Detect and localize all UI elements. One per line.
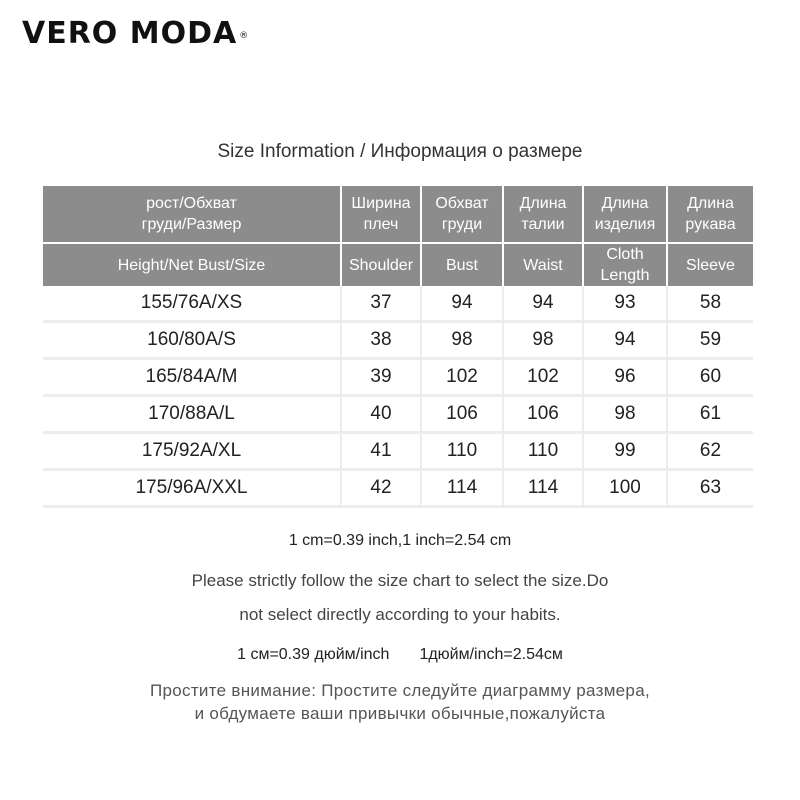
header-en-col-2: Bust xyxy=(421,243,503,286)
header-en-col-5: Sleeve xyxy=(667,243,753,286)
header-en-col-4: Cloth Length xyxy=(583,243,667,286)
measurement-cell: 38 xyxy=(341,322,421,359)
table-header-row-ru xyxy=(43,186,753,243)
conversion-ru-cm: 1 см=0.39 дюйм/inch xyxy=(237,646,390,663)
header-ru-col-0: рост/Обхват груди/Размер xyxy=(43,186,341,243)
size-table-container xyxy=(43,186,753,508)
table-row xyxy=(43,286,753,322)
size-table xyxy=(43,186,753,508)
measurement-cell: 39 xyxy=(341,359,421,396)
brand-logo xyxy=(22,14,249,54)
measurement-cell: 58 xyxy=(667,286,753,322)
measurement-cell: 102 xyxy=(421,359,503,396)
measurement-cell: 102 xyxy=(503,359,583,396)
table-row xyxy=(43,470,753,507)
table-row xyxy=(43,359,753,396)
measurement-cell: 110 xyxy=(421,433,503,470)
size-cell: 160/80A/S xyxy=(43,322,341,359)
table-body xyxy=(43,286,753,507)
table-row xyxy=(43,396,753,433)
measurement-cell: 114 xyxy=(421,470,503,507)
measurement-cell: 93 xyxy=(583,286,667,322)
advice-ru-line-2: и обдумаете ваши привычки обычные,пожалуйста xyxy=(194,704,606,723)
measurement-cell: 94 xyxy=(583,322,667,359)
advice-en-line-1: Please strictly follow the size chart to select the size.Do xyxy=(191,571,609,590)
measurement-cell: 98 xyxy=(421,322,503,359)
registered-mark: ® xyxy=(239,31,250,41)
measurement-cell: 98 xyxy=(503,322,583,359)
measurement-cell: 114 xyxy=(503,470,583,507)
size-cell: 175/92A/XL xyxy=(43,433,341,470)
measurement-cell: 94 xyxy=(503,286,583,322)
table-row xyxy=(43,433,753,470)
brand-name: VERO MODA xyxy=(22,16,238,51)
measurement-cell: 96 xyxy=(583,359,667,396)
header-ru-col-5: Длина рукава xyxy=(667,186,753,243)
conversion-note-en: 1 cm=0.39 inch,1 inch=2.54 cm xyxy=(288,532,512,549)
measurement-cell: 98 xyxy=(583,396,667,433)
size-cell: 155/76A/XS xyxy=(43,286,341,322)
size-cell: 175/96A/XXL xyxy=(43,470,341,507)
header-ru-col-4: Длина изделия xyxy=(583,186,667,243)
size-cell: 165/84A/M xyxy=(43,359,341,396)
measurement-cell: 110 xyxy=(503,433,583,470)
measurement-cell: 60 xyxy=(667,359,753,396)
measurement-cell: 94 xyxy=(421,286,503,322)
header-en-col-0: Height/Net Bust/Size xyxy=(43,243,341,286)
header-ru-col-3: Длина талии xyxy=(503,186,583,243)
measurement-cell: 61 xyxy=(667,396,753,433)
measurement-cell: 40 xyxy=(341,396,421,433)
size-cell: 170/88A/L xyxy=(43,396,341,433)
page-title: Size Information / Информация о размере xyxy=(217,141,583,162)
measurement-cell: 100 xyxy=(583,470,667,507)
measurement-cell: 42 xyxy=(341,470,421,507)
measurement-cell: 106 xyxy=(503,396,583,433)
measurement-cell: 99 xyxy=(583,433,667,470)
measurement-cell: 63 xyxy=(667,470,753,507)
table-header-row-en xyxy=(43,243,753,286)
header-en-col-3: Waist xyxy=(503,243,583,286)
header-ru-col-1: Ширина плеч xyxy=(341,186,421,243)
header-ru-col-2: Обхват груди xyxy=(421,186,503,243)
measurement-cell: 106 xyxy=(421,396,503,433)
header-en-col-1: Shoulder xyxy=(341,243,421,286)
table-row xyxy=(43,322,753,359)
measurement-cell: 37 xyxy=(341,286,421,322)
advice-ru-line-1: Простите внимание: Простите следуйте диаграмму размера, xyxy=(150,681,650,700)
measurement-cell: 62 xyxy=(667,433,753,470)
conversion-ru-inch: 1дюйм/inch=2.54см xyxy=(419,646,563,663)
measurement-cell: 59 xyxy=(667,322,753,359)
conversion-note-ru xyxy=(0,646,800,664)
measurement-cell: 41 xyxy=(341,433,421,470)
advice-en-line-2: not select directly according to your habits. xyxy=(239,605,561,624)
